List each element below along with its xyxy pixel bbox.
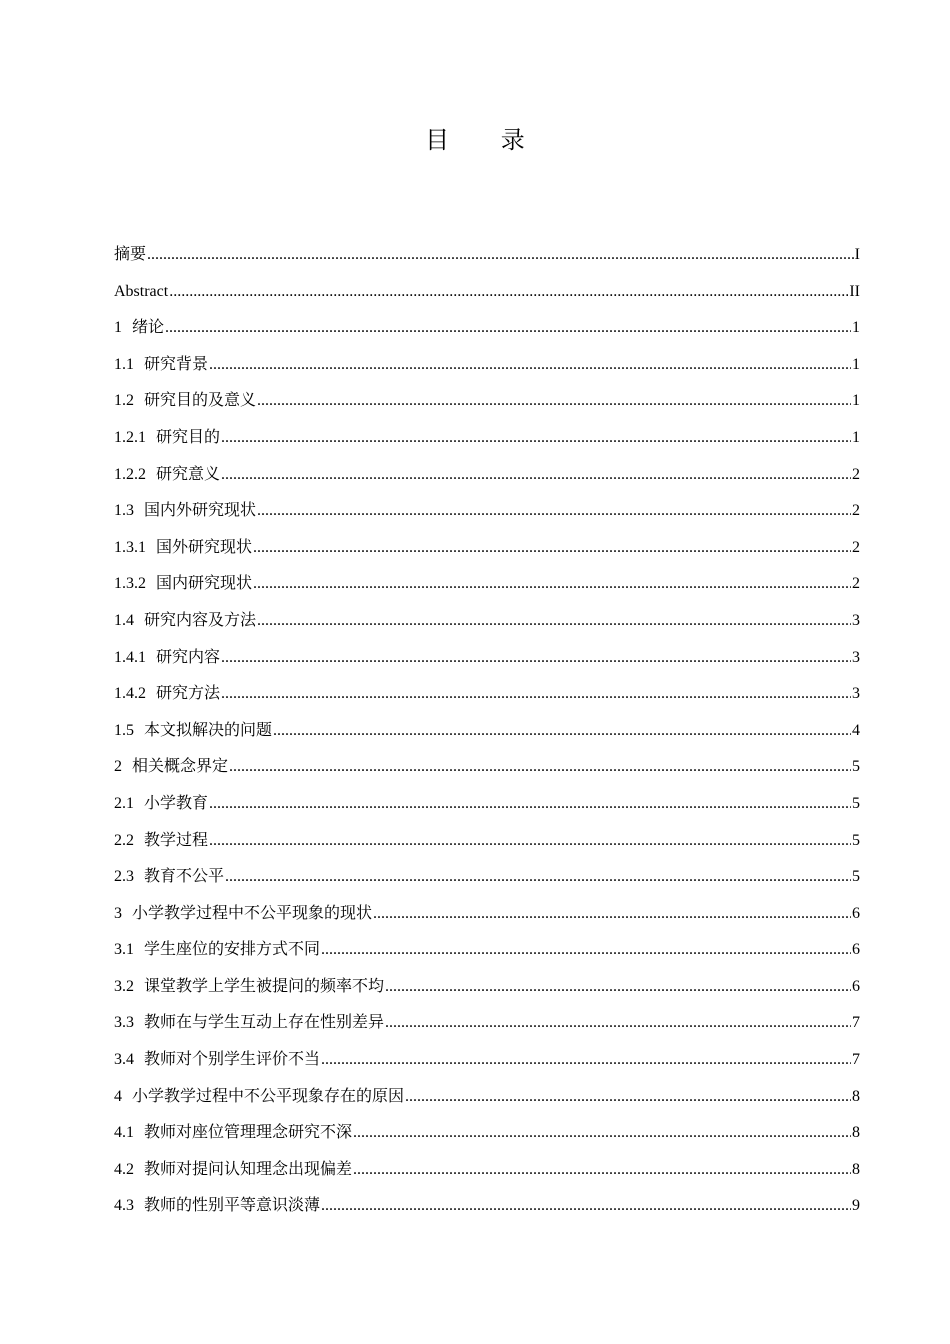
toc-entry-label — [114, 390, 256, 412]
toc-entry-label — [114, 244, 146, 266]
toc-entry-page: 7 — [852, 1051, 860, 1069]
toc-dot-leader — [353, 1122, 851, 1144]
toc-entry[interactable] — [114, 390, 860, 427]
toc-dot-leader — [169, 281, 848, 303]
toc-entry-page: 6 — [852, 904, 860, 922]
toc-entry-label — [114, 573, 252, 595]
toc-entry-label — [114, 610, 256, 632]
toc-entry[interactable] — [114, 464, 860, 501]
toc-entry-number: 1.2.1 — [114, 428, 146, 446]
toc-entry[interactable] — [114, 1086, 860, 1123]
toc-entry[interactable] — [114, 1159, 860, 1196]
toc-entry-page: II — [849, 282, 860, 300]
toc-entry-page: 6 — [852, 941, 860, 959]
toc-entry-page: 4 — [852, 721, 860, 739]
toc-entry-number: 4.2 — [114, 1160, 134, 1178]
toc-entry[interactable] — [114, 500, 860, 537]
toc-entry-label — [114, 756, 228, 778]
toc-entry-text: 教师对提问认知理念出现偏差 — [144, 1160, 353, 1178]
toc-entry-text: 研究内容 — [156, 648, 221, 666]
toc-dot-leader — [321, 1049, 851, 1071]
toc-entry-label — [114, 793, 208, 815]
toc-entry[interactable] — [114, 610, 860, 647]
toc-entry-text: 研究背景 — [144, 355, 209, 373]
toc-entry-number: 3.1 — [114, 941, 134, 959]
toc-dot-leader — [257, 390, 851, 412]
toc-entry[interactable] — [114, 756, 860, 793]
toc-entry-number: 1.4.1 — [114, 648, 146, 666]
toc-entry-label — [114, 720, 272, 742]
toc-entry-number: 1.2.2 — [114, 465, 146, 483]
toc-dot-leader — [273, 720, 851, 742]
toc-entry-number: 1.2 — [114, 392, 134, 410]
toc-entry-text: 小学教学过程中不公平现象的现状 — [132, 904, 373, 922]
toc-entry-label — [114, 500, 256, 522]
toc-dot-leader — [221, 427, 851, 449]
toc-entry-text: 教学过程 — [144, 831, 209, 849]
toc-entry-number: 2.3 — [114, 868, 134, 886]
toc-entry-page: 5 — [852, 758, 860, 776]
toc-entry-page: 2 — [852, 465, 860, 483]
toc-entry-page: 8 — [852, 1087, 860, 1105]
toc-entry[interactable] — [114, 244, 860, 281]
toc-entry[interactable] — [114, 939, 860, 976]
toc-entry-text: 本文拟解决的问题 — [144, 721, 273, 739]
toc-entry[interactable] — [114, 573, 860, 610]
toc-dot-leader — [225, 866, 851, 888]
toc-dot-leader — [209, 354, 851, 376]
toc-entry-text: 课堂教学上学生被提问的频率不均 — [144, 977, 385, 995]
toc-entry[interactable] — [114, 903, 860, 940]
toc-entry-label — [114, 939, 320, 961]
toc-entry-page: 5 — [852, 794, 860, 812]
toc-entry-number: 3.2 — [114, 977, 134, 995]
toc-entry-label — [114, 1195, 320, 1217]
toc-entry-label — [114, 647, 220, 669]
toc-entry[interactable] — [114, 1012, 860, 1049]
toc-entry-label — [114, 354, 208, 376]
toc-dot-leader — [221, 647, 851, 669]
toc-entry-text: Abstract — [114, 282, 169, 300]
toc-entry-text: 国外研究现状 — [156, 538, 253, 556]
toc-entry-text: 小学教育 — [144, 794, 209, 812]
toc-dot-leader — [385, 1012, 851, 1034]
toc-entry-page: 1 — [852, 319, 860, 337]
toc-entry[interactable] — [114, 976, 860, 1013]
toc-dot-leader — [229, 756, 851, 778]
toc-dot-leader — [221, 464, 851, 486]
toc-entry-label — [114, 903, 372, 925]
toc-entry[interactable] — [114, 1049, 860, 1086]
toc-entry-label — [114, 1049, 320, 1071]
toc-entry-number: 4 — [114, 1087, 122, 1105]
toc-entry-page: 8 — [852, 1124, 860, 1142]
toc-entry-label — [114, 976, 384, 998]
toc-dot-leader — [221, 683, 851, 705]
toc-entry-number: 4.3 — [114, 1197, 134, 1215]
toc-entry-number: 1.4.2 — [114, 685, 146, 703]
toc-entry-page: 6 — [852, 977, 860, 995]
toc-dot-leader — [321, 939, 851, 961]
toc-entry-text: 学生座位的安排方式不同 — [144, 941, 321, 959]
toc-entry-page: 3 — [852, 648, 860, 666]
toc-entry[interactable] — [114, 683, 860, 720]
toc-entry-number: 1.4 — [114, 611, 134, 629]
toc-entry-page: 1 — [852, 355, 860, 373]
toc-entry-number: 1 — [114, 319, 122, 337]
toc-entry-text: 摘要 — [114, 246, 147, 263]
toc-entry[interactable] — [114, 1195, 860, 1232]
toc-entry-number: 3.4 — [114, 1051, 134, 1069]
toc-dot-leader — [209, 793, 851, 815]
toc-dot-leader — [253, 537, 851, 559]
toc-entry-page: I — [854, 246, 860, 263]
toc-dot-leader — [147, 244, 854, 266]
toc-dot-leader — [405, 1086, 851, 1108]
toc-dot-leader — [373, 903, 851, 925]
toc-dot-leader — [353, 1159, 851, 1181]
toc-entry-number: 1.3 — [114, 502, 134, 520]
toc-entry-page: 1 — [852, 392, 860, 410]
toc-entry-page: 9 — [852, 1197, 860, 1215]
toc-dot-leader — [165, 317, 851, 339]
toc-entry-text: 相关概念界定 — [132, 758, 229, 776]
toc-entry-label — [114, 317, 164, 339]
toc-entry-page: 5 — [852, 831, 860, 849]
toc-entry[interactable] — [114, 720, 860, 757]
toc-entry-label — [114, 866, 224, 888]
toc-entry-text: 教师的性别平等意识淡薄 — [144, 1197, 321, 1215]
toc-entry-page: 2 — [852, 575, 860, 593]
toc-entry-label — [114, 1012, 384, 1034]
toc-entry-number: 3 — [114, 904, 122, 922]
toc-entry-label — [114, 427, 220, 449]
toc-entry-number: 2 — [114, 758, 122, 776]
toc-dot-leader — [321, 1195, 851, 1217]
toc-entry-number: 1.3.2 — [114, 575, 146, 593]
toc-entry-text: 小学教学过程中不公平现象存在的原因 — [132, 1087, 405, 1105]
toc-title: 目 录 — [425, 126, 547, 154]
toc-entry[interactable] — [114, 354, 860, 391]
toc-entry-text: 绪论 — [132, 319, 165, 337]
toc-entry-text: 研究方法 — [156, 685, 221, 703]
toc-entry-text: 研究意义 — [156, 465, 221, 483]
toc-entry-number: 3.3 — [114, 1014, 134, 1032]
toc-entry-label — [114, 683, 220, 705]
toc-entry-label — [114, 830, 208, 852]
toc-entry-number: 2.1 — [114, 794, 134, 812]
toc-entry-number: 1.1 — [114, 355, 134, 373]
toc-entry-label — [114, 1159, 352, 1181]
toc-entry[interactable] — [114, 866, 860, 903]
toc-entry-text: 国内研究现状 — [156, 575, 253, 593]
toc-entry-label — [114, 1086, 404, 1108]
toc-entry[interactable] — [114, 427, 860, 464]
toc-entry-text: 研究目的及意义 — [144, 392, 257, 410]
toc-list — [114, 244, 860, 1232]
toc-entry[interactable] — [114, 1122, 860, 1159]
toc-entry-page: 5 — [852, 868, 860, 886]
toc-entry-text: 研究目的 — [156, 428, 221, 446]
toc-entry[interactable] — [114, 830, 860, 867]
toc-entry-number: 1.5 — [114, 721, 134, 739]
toc-dot-leader — [257, 610, 851, 632]
toc-entry-text: 教育不公平 — [144, 868, 225, 886]
toc-entry-number: 2.2 — [114, 831, 134, 849]
toc-entry-page: 3 — [852, 685, 860, 703]
toc-entry-label — [114, 464, 220, 486]
toc-entry-page: 7 — [852, 1014, 860, 1032]
toc-entry-text: 教师在与学生互动上存在性别差异 — [144, 1014, 385, 1032]
toc-dot-leader — [209, 830, 851, 852]
toc-dot-leader — [253, 573, 851, 595]
toc-entry-text: 教师对个别学生评价不当 — [144, 1051, 321, 1069]
toc-entry-page: 2 — [852, 502, 860, 520]
toc-entry[interactable] — [114, 281, 860, 318]
toc-entry-text: 教师对座位管理理念研究不深 — [144, 1124, 353, 1142]
toc-entry[interactable] — [114, 793, 860, 830]
toc-dot-leader — [385, 976, 851, 998]
toc-entry-page: 8 — [852, 1160, 860, 1178]
toc-entry-label — [114, 537, 252, 559]
toc-entry-number: 1.3.1 — [114, 538, 146, 556]
toc-entry-number: 4.1 — [114, 1124, 134, 1142]
toc-entry[interactable] — [114, 317, 860, 354]
toc-entry[interactable] — [114, 647, 860, 684]
toc-entry-page: 2 — [852, 538, 860, 556]
toc-entry-text: 国内外研究现状 — [144, 502, 257, 520]
toc-entry[interactable] — [114, 537, 860, 574]
toc-dot-leader — [257, 500, 851, 522]
toc-entry-page: 1 — [852, 428, 860, 446]
toc-entry-label — [114, 1122, 352, 1144]
toc-entry-label — [114, 281, 168, 303]
toc-entry-page: 3 — [852, 611, 860, 629]
toc-entry-text: 研究内容及方法 — [144, 611, 257, 629]
